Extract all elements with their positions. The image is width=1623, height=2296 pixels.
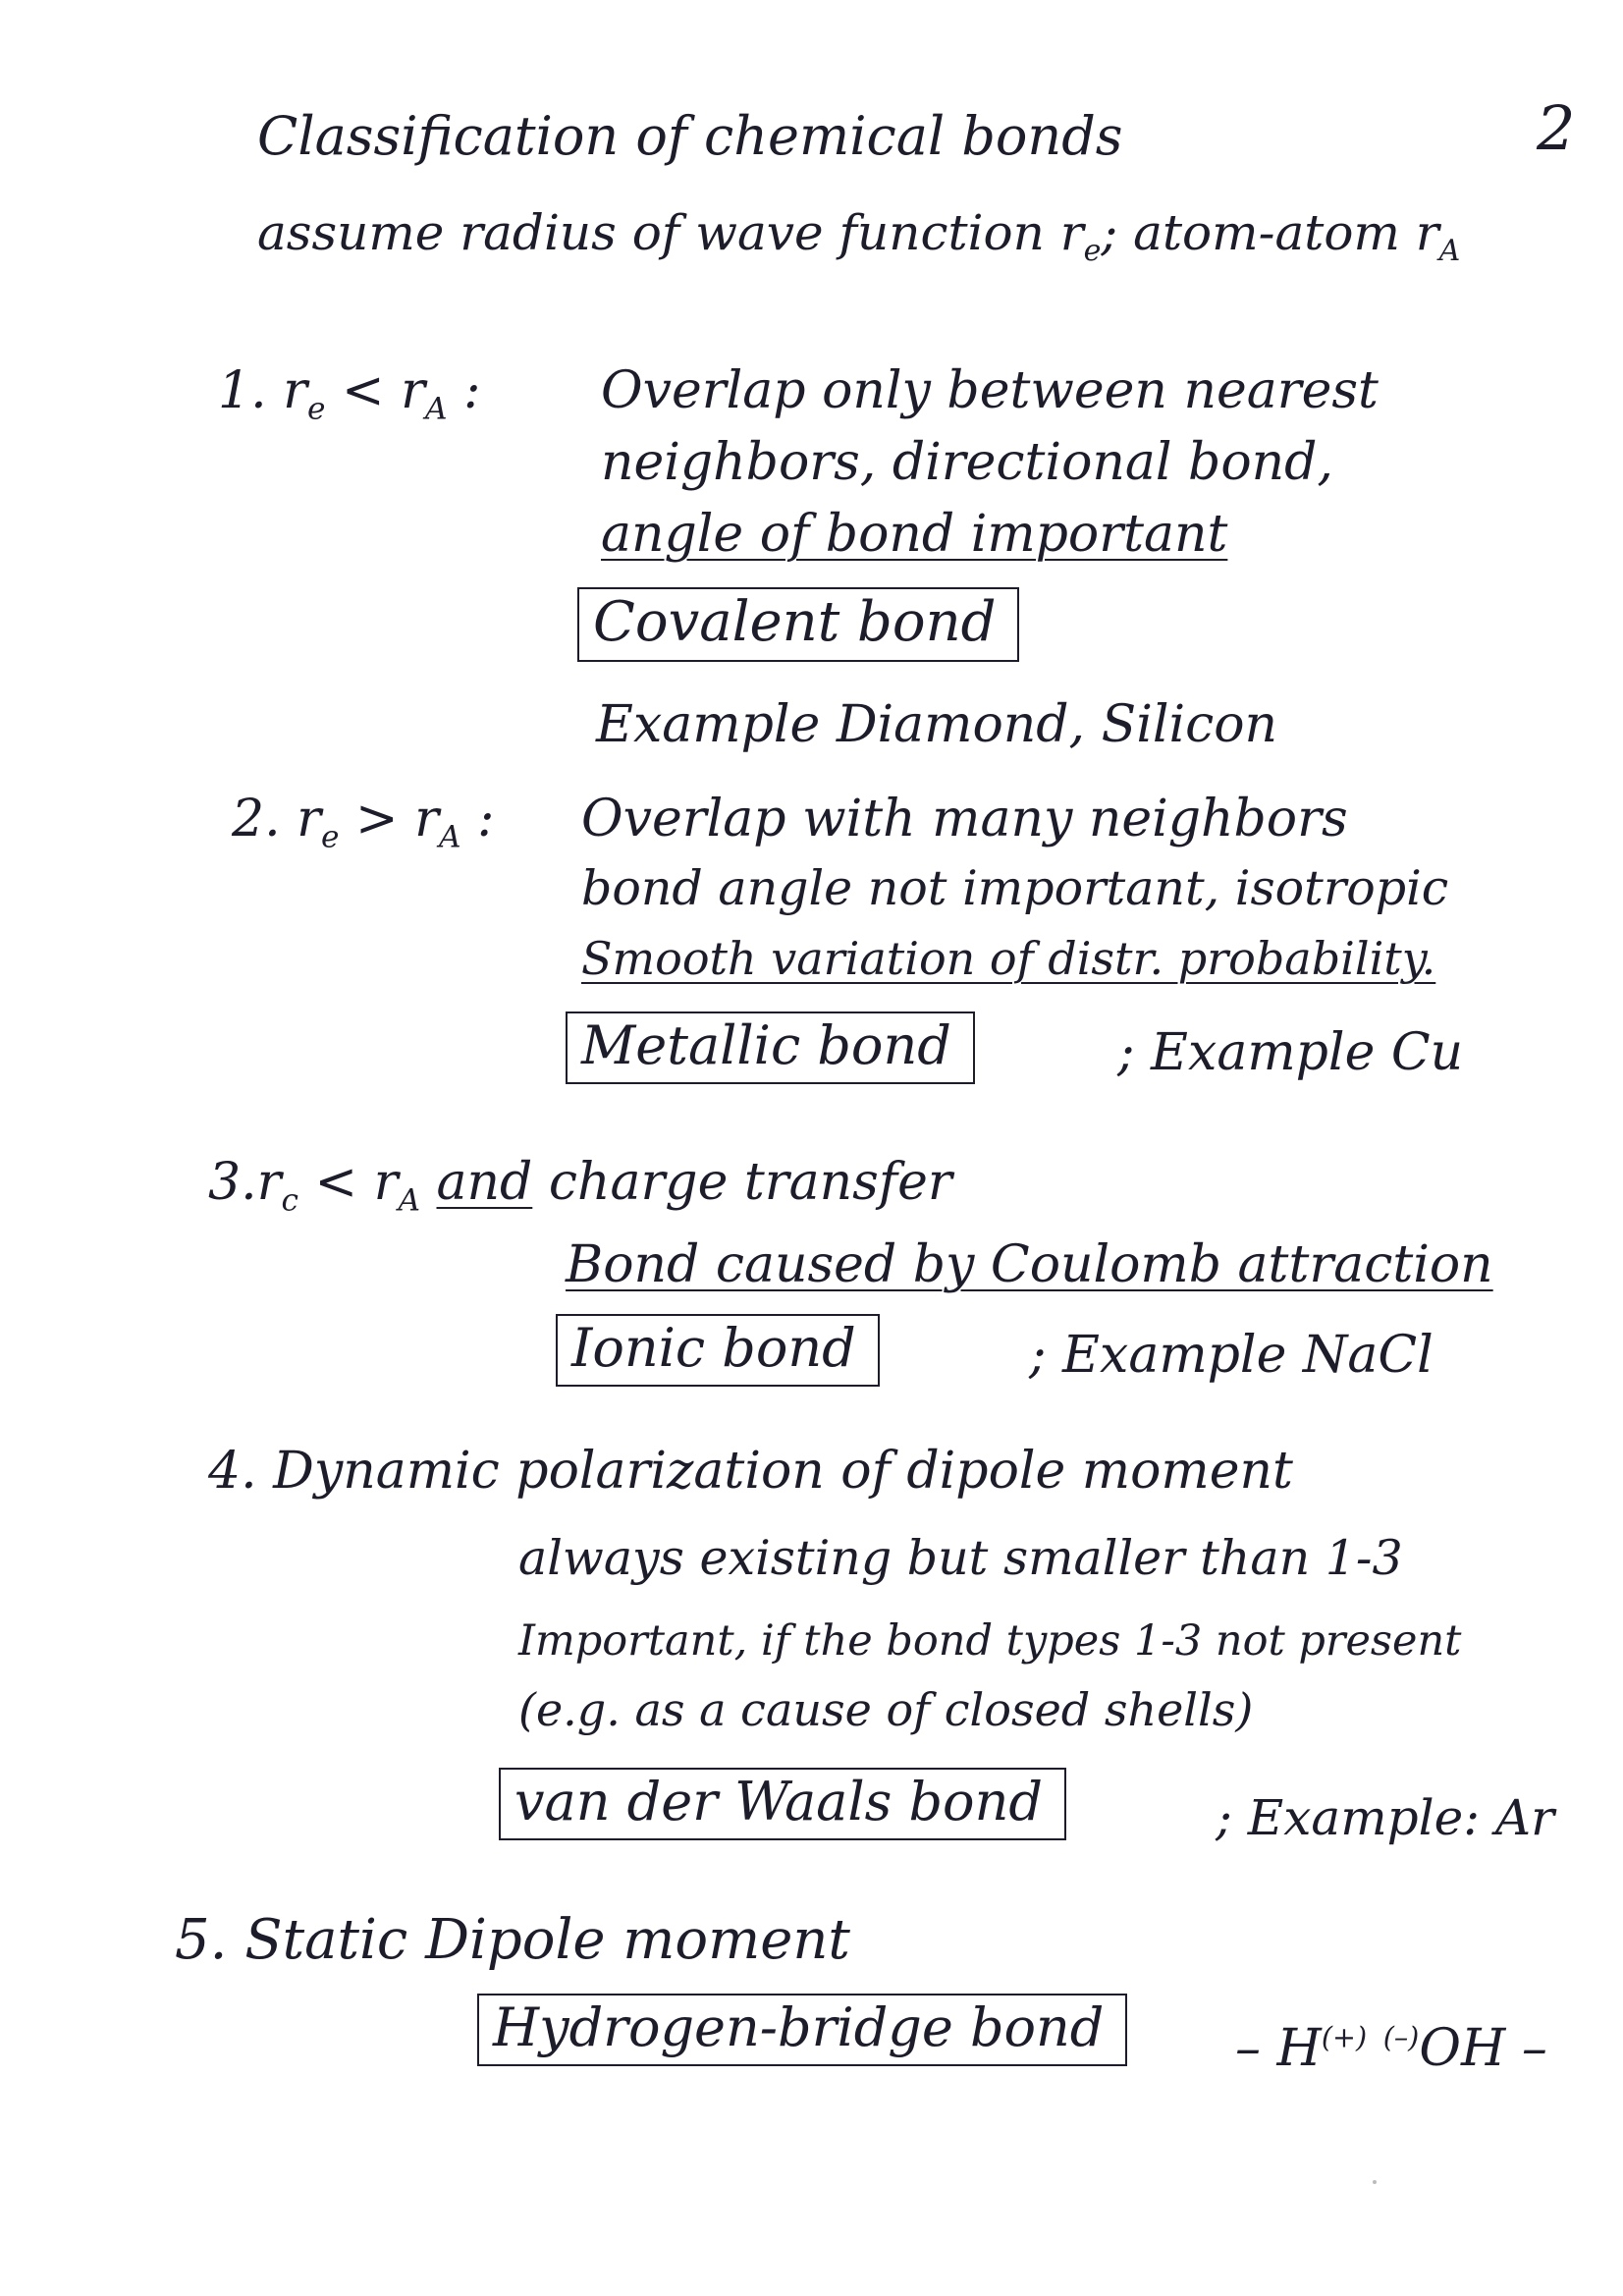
- assumption-text: assume radius of wave function r: [257, 204, 1084, 261]
- item-3-bond-box: Ionic bond: [556, 1314, 880, 1387]
- item-4-line-3: (e.g. as a cause of closed shells): [518, 1683, 1254, 1736]
- item-2-example: ; Example Cu: [1117, 1023, 1464, 1082]
- item-3-example: ; Example NaCl: [1029, 1326, 1434, 1385]
- item-1-line-1: Overlap only between nearest: [601, 361, 1379, 420]
- item-4-number: 4.: [208, 1442, 257, 1501]
- item-2-condition: 2. $r_e > r_A$ :: [232, 790, 495, 855]
- item-4-line-1: always existing but smaller than 1-3: [518, 1530, 1403, 1586]
- item-1-bond-box: Covalent bond: [577, 587, 1019, 662]
- page-number: 2: [1537, 92, 1576, 164]
- item-2-bond-box: Metallic bond: [566, 1011, 975, 1084]
- assumption-mid: ; atom-atom r: [1101, 204, 1439, 261]
- item-1-line-2: neighbors, directional bond,: [601, 433, 1333, 492]
- item-1-example: Example Diamond, Silicon: [596, 695, 1278, 754]
- formula-h: – H: [1235, 2019, 1322, 2078]
- formula-minus: (–): [1382, 2020, 1420, 2054]
- item-3-and: and: [436, 1153, 533, 1212]
- stray-mark: [1373, 2180, 1377, 2184]
- item-4-example: ; Example: Ar: [1216, 1789, 1554, 1846]
- item-5-formula: [1235, 2019, 1547, 2078]
- formula-plus: (+): [1321, 2020, 1368, 2054]
- page-title: Classification of chemical bonds: [257, 105, 1123, 167]
- item-2-number: 2.: [232, 790, 281, 848]
- assumption-sub-a: A: [1438, 234, 1461, 268]
- item-1-condition: 1. $r_e < r_A$ :: [218, 361, 481, 427]
- item-3-number: 3.: [208, 1153, 257, 1212]
- item-4-heading: 4. Dynamic polarization of dipole moment: [208, 1442, 1293, 1501]
- item-1-line-3: angle of bond important: [601, 505, 1228, 564]
- item-1-number: 1.: [218, 361, 267, 420]
- item-5-bond-box: Hydrogen-bridge bond: [477, 1994, 1127, 2066]
- assumption-line: [257, 204, 1461, 268]
- item-5-number: 5.: [175, 1908, 228, 1972]
- formula-oh: OH –: [1419, 2019, 1547, 2078]
- item-4-line-2: Important, if the bond types 1-3 not present: [518, 1616, 1462, 1666]
- item-3-condition: $3.r_c < r_A$ and charge transfer: [208, 1153, 952, 1219]
- item-3-line-1: Bond caused by Coulomb attraction: [566, 1235, 1493, 1294]
- item-4-bond-box: van der Waals bond: [499, 1768, 1066, 1840]
- item-5-heading: 5. Static Dipole moment: [175, 1908, 850, 1972]
- item-2-line-1: Overlap with many neighbors: [581, 790, 1348, 848]
- item-2-line-2: bond angle not important, isotropic: [581, 860, 1449, 916]
- item-2-line-3: Smooth variation of distr. probability.: [581, 932, 1436, 985]
- assumption-sub-e: e: [1083, 234, 1102, 268]
